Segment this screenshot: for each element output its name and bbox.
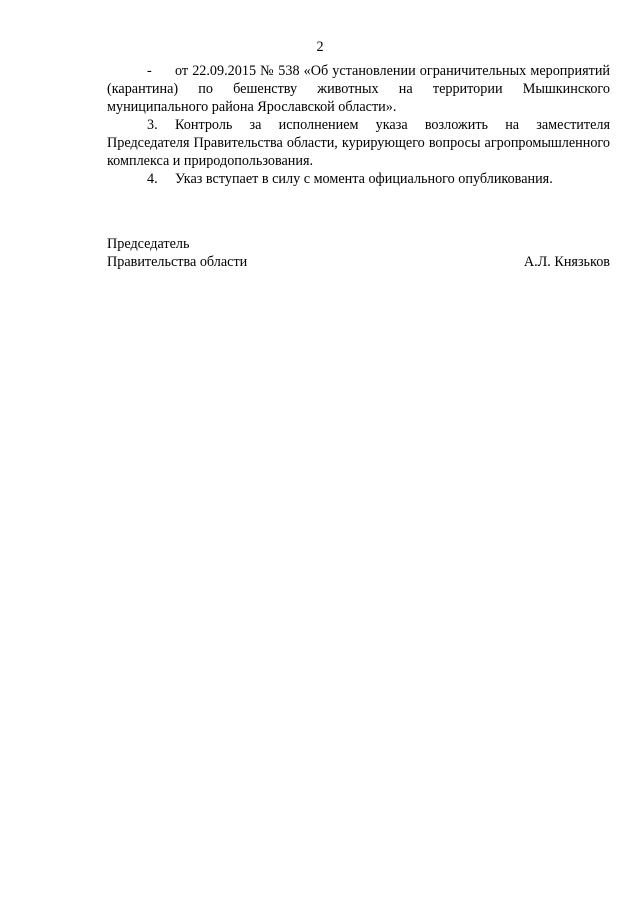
list-marker: 4.: [147, 171, 158, 187]
paragraph-decree-item: [107, 62, 610, 116]
list-marker: -: [147, 63, 152, 79]
paragraph-text: Указ вступает в силу с момента официального опубликования.: [175, 171, 553, 187]
signatory-title-line1: Председатель: [107, 236, 190, 252]
paragraph-control: [107, 116, 610, 170]
paragraph-effective: [107, 170, 610, 188]
document-body: [107, 62, 610, 188]
signature-line: [107, 253, 610, 271]
signatory-name: А.Л. Князьков: [523, 254, 610, 270]
page-number: 2: [316, 39, 324, 55]
signature-block: [107, 235, 610, 271]
paragraph-text: от 22.09.2015 № 538 «Об установлении ограничительных мероприятий (карантина) по бешенству животных на территории Мышкинского муниципального района Ярославской области».: [107, 63, 610, 115]
paragraph-text: Контроль за исполнением указа возложить на заместителя Председателя Правительства области, курирующего вопросы агропромышленного комплекса и природопользования.: [107, 117, 610, 169]
list-marker: 3.: [147, 117, 158, 133]
signatory-title-line2: Правительства области: [107, 254, 248, 270]
